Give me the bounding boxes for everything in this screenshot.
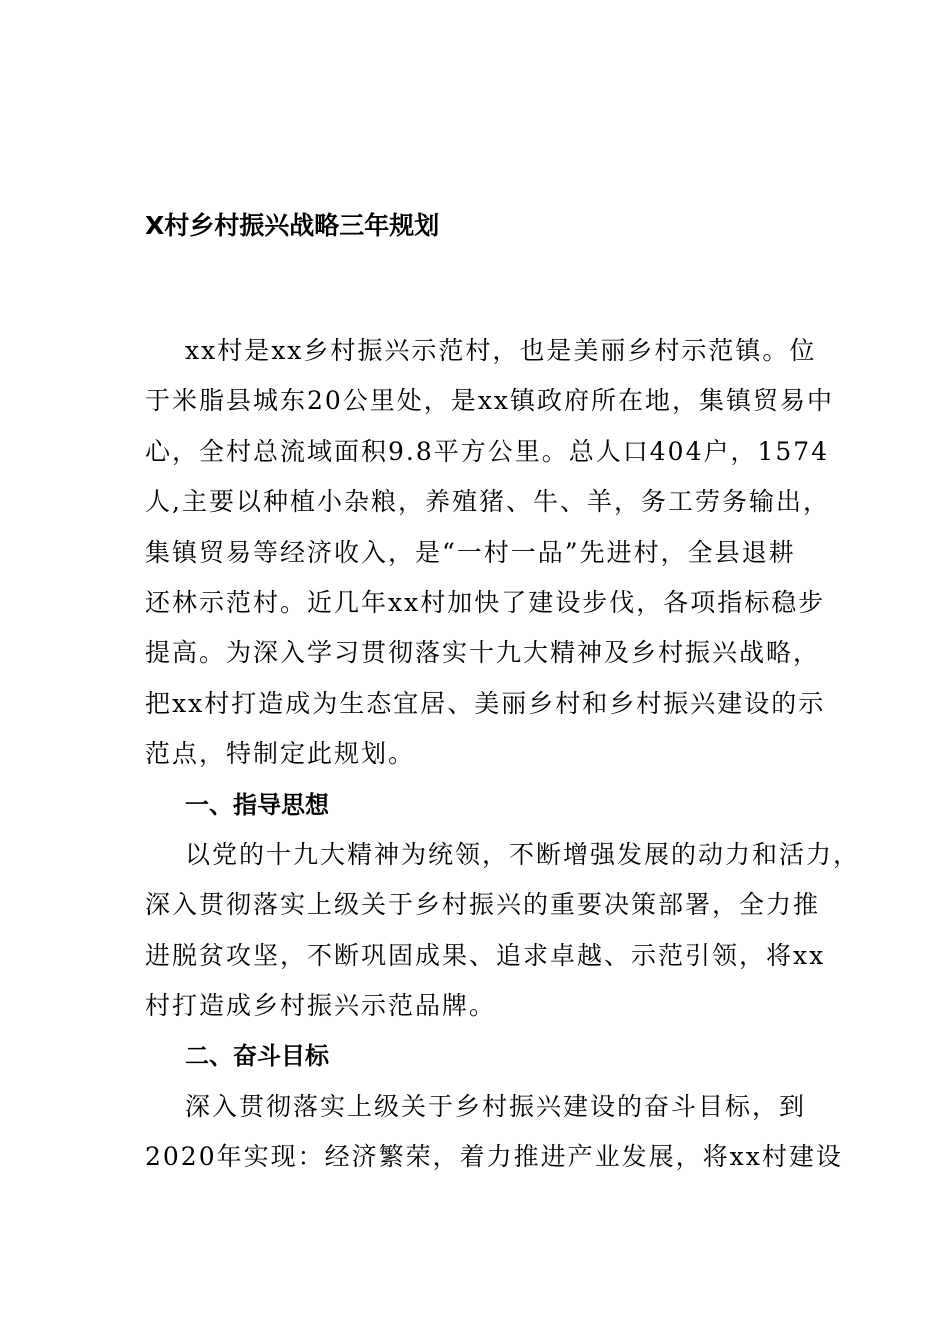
paragraph-line: 深入贯彻落实上级关于乡村振兴的重要决策部署，全力推 bbox=[145, 890, 821, 920]
paragraph-line: 把xx村打造成为生态宜居、美丽乡村和乡村振兴建设的示 bbox=[145, 688, 826, 718]
paragraph-line: 以党的十九大精神为统领，不断增强发展的动力和活力， bbox=[185, 839, 861, 869]
document-body bbox=[145, 326, 861, 1183]
section-heading-guiding-ideology: 一、指导思想 bbox=[185, 790, 329, 819]
paragraph-line: 深入贯彻落实上级关于乡村振兴建设的奋斗目标，到 bbox=[185, 1091, 807, 1121]
paragraph-line: 提高。为深入学习贯彻落实十九大精神及乡村振兴战略， bbox=[145, 638, 821, 668]
paragraph-line: 人,主要以种植小杂粮，养殖猪、牛、羊，务工劳务输出， bbox=[145, 487, 830, 517]
document-title: X村乡村振兴战略三年规划 bbox=[145, 211, 440, 240]
section-heading-goals: 二、奋斗目标 bbox=[185, 1042, 329, 1071]
paragraph-line: 2020年实现：经济繁荣，着力推进产业发展，将xx村建设 bbox=[145, 1142, 843, 1172]
paragraph-line: 心，全村总流域面积9.8平方公里。总人口404户，1574 bbox=[145, 436, 830, 466]
paragraph-line: 集镇贸易等经济收入，是“一村一品”先进村，全县退耕 bbox=[145, 537, 796, 567]
paragraph-line: 进脱贫攻坚，不断巩固成果、追求卓越、示范引领，将xx bbox=[145, 940, 826, 970]
paragraph-line: 还林示范村。近几年xx村加快了建设步伐，各项指标稳步 bbox=[145, 587, 826, 617]
paragraph-line: 于米脂县城东20公里处，是xx镇政府所在地，集镇贸易中 bbox=[145, 386, 835, 416]
paragraph-line: xx村是xx乡村振兴示范村，也是美丽乡村示范镇。位 bbox=[185, 336, 817, 365]
paragraph-line: 范点，特制定此规划。 bbox=[145, 739, 416, 769]
paragraph-line: 村打造成乡村振兴示范品牌。 bbox=[145, 991, 497, 1021]
